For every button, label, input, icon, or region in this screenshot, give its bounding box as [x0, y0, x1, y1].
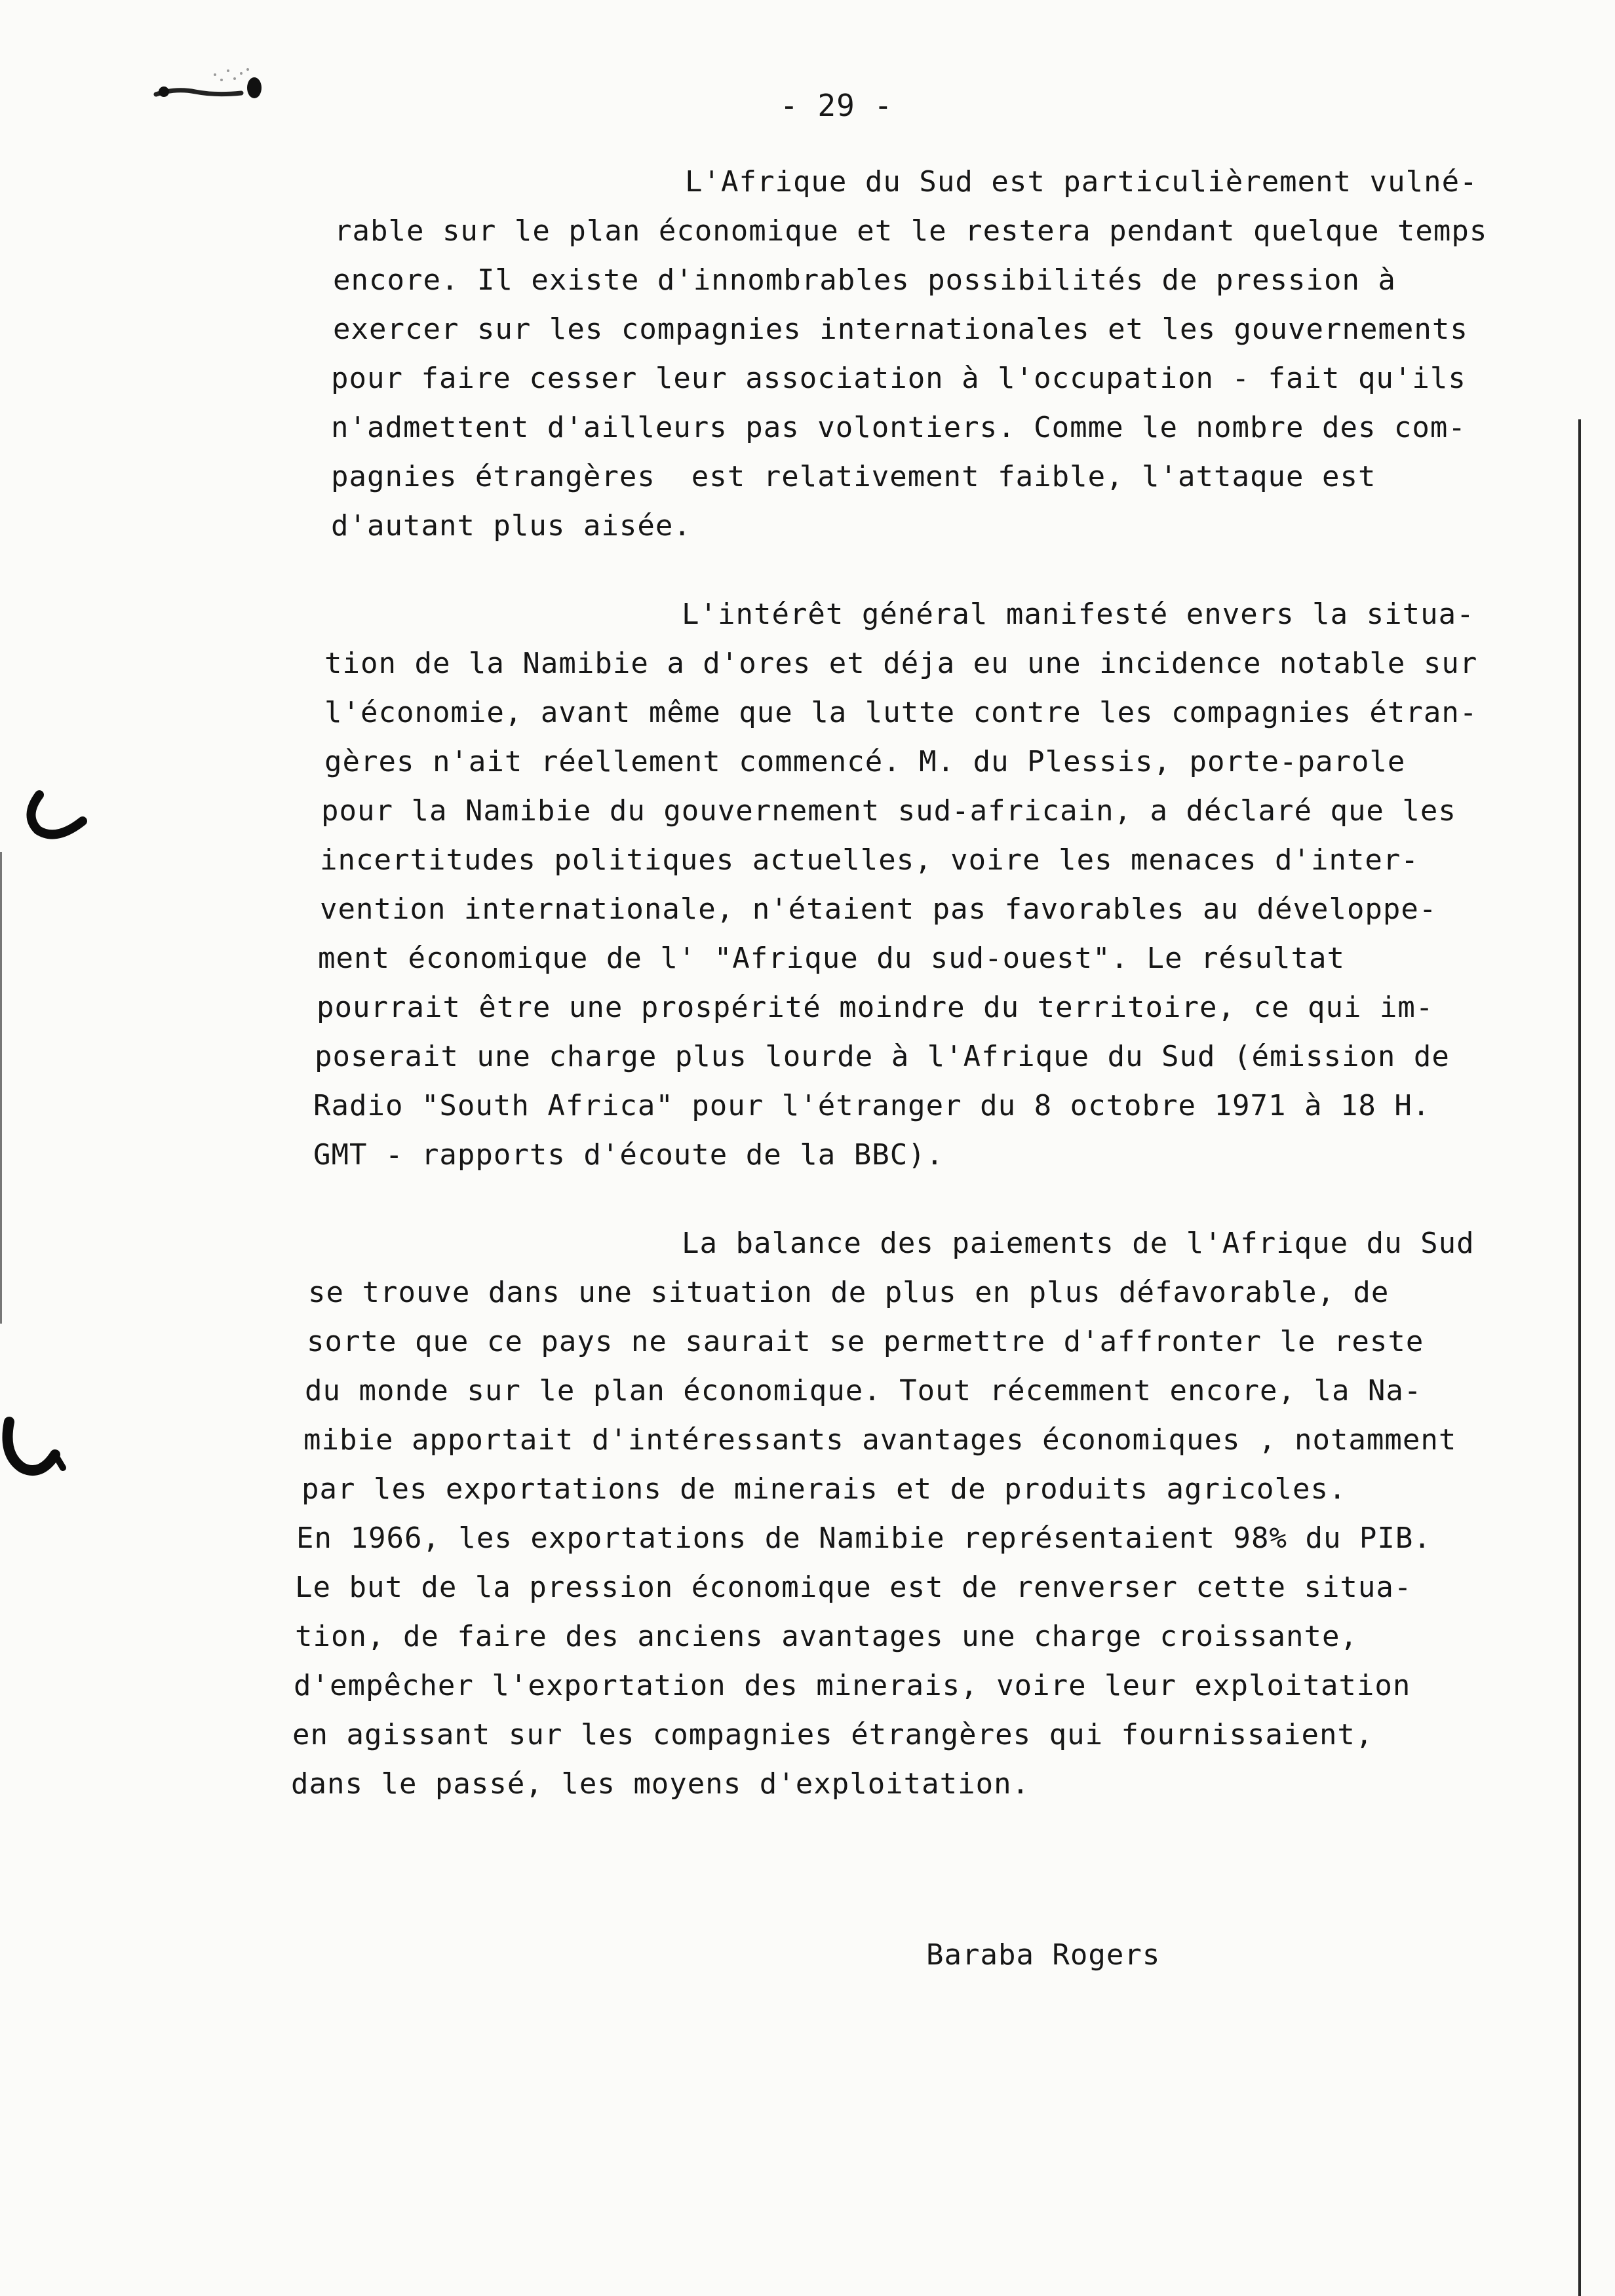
text-line: pourrait être une prospérité moindre du territoire, ce qui im- — [317, 991, 1434, 1024]
text-line: l'économie, avant même que la lutte contre les compagnies étran- — [324, 696, 1478, 729]
text-line: sorte que ce pays ne saurait se permettre d'affronter le reste — [307, 1325, 1424, 1358]
text-line: du monde sur le plan économique. Tout récemment encore, la Na- — [305, 1374, 1422, 1407]
text-line: encore. Il existe d'innombrables possibilités de pression à — [333, 263, 1396, 297]
text-line: n'admettent d'ailleurs pas volontiers. Comme le nombre des com- — [331, 411, 1466, 444]
text-line: La balance des paiements de l'Afrique du Sud — [682, 1227, 1475, 1260]
text-line: En 1966, les exportations de Namibie représentaient 98% du PIB. — [296, 1521, 1431, 1555]
page-number: - 29 - — [780, 88, 893, 123]
text-line: Le but de la pression économique est de renverser cette situa- — [295, 1571, 1412, 1604]
text-line: mibie apportait d'intéressants avantages économiques , notamment — [303, 1423, 1457, 1457]
text-line: pagnies étrangères est relativement faible, l'attaque est — [331, 460, 1376, 493]
text-line: gères n'ait réellement commencé. M. du Plessis, porte-parole — [324, 745, 1406, 778]
text-line: en agissant sur les compagnies étrangères qui fournissaient, — [292, 1718, 1374, 1751]
text-line: exercer sur les compagnies internationales et les gouvernements — [333, 313, 1468, 346]
text-line: vention internationale, n'étaient pas favorables au développe- — [320, 892, 1437, 926]
punch-hole-mark — [0, 1409, 72, 1487]
text-line: L'Afrique du Sud est particulièrement vulné- — [685, 165, 1478, 199]
text-line: pour faire cesser leur association à l'occupation - fait qu'ils — [331, 362, 1466, 395]
text-line: Radio "South Africa" pour l'étranger du 8 octobre 1971 à 18 H. — [313, 1089, 1431, 1122]
page-edge-line-left — [0, 852, 2, 1324]
text-line: L'intérêt général manifesté envers la situa- — [682, 598, 1475, 631]
text-line: tion, de faire des anciens avantages une charge croissante, — [295, 1620, 1358, 1653]
ink-smudge-mark — [149, 66, 274, 118]
text-line: par les exportations de minerais et de produits agricoles. — [302, 1472, 1347, 1506]
text-line: GMT - rapports d'écoute de la BBC). — [313, 1138, 944, 1172]
text-line: d'empêcher l'exportation des minerais, voire leur exploitation — [294, 1669, 1411, 1702]
text-line: dans le passé, les moyens d'exploitation. — [291, 1767, 1030, 1801]
text-line: poserait une charge plus lourde à l'Afrique du Sud (émission de — [315, 1040, 1450, 1073]
text-line: incertitudes politiques actuelles, voire les menaces d'inter- — [320, 843, 1419, 877]
text-line: se trouve dans une situation de plus en plus défavorable, de — [308, 1276, 1390, 1309]
punch-hole-mark — [20, 783, 92, 842]
text-line: pour la Namibie du gouvernement sud-africain, a déclaré que les — [321, 794, 1456, 828]
author-signature: Baraba Rogers — [926, 1938, 1161, 1972]
text-line: d'autant plus aisée. — [331, 509, 691, 543]
text-line: ment économique de l' "Afrique du sud-ouest". Le résultat — [318, 942, 1345, 975]
text-line: rable sur le plan économique et le restera pendant quelque temps — [334, 214, 1488, 248]
text-line: tion de la Namibie a d'ores et déja eu une incidence notable sur — [324, 647, 1478, 680]
page-edge-line — [1578, 419, 1581, 2296]
